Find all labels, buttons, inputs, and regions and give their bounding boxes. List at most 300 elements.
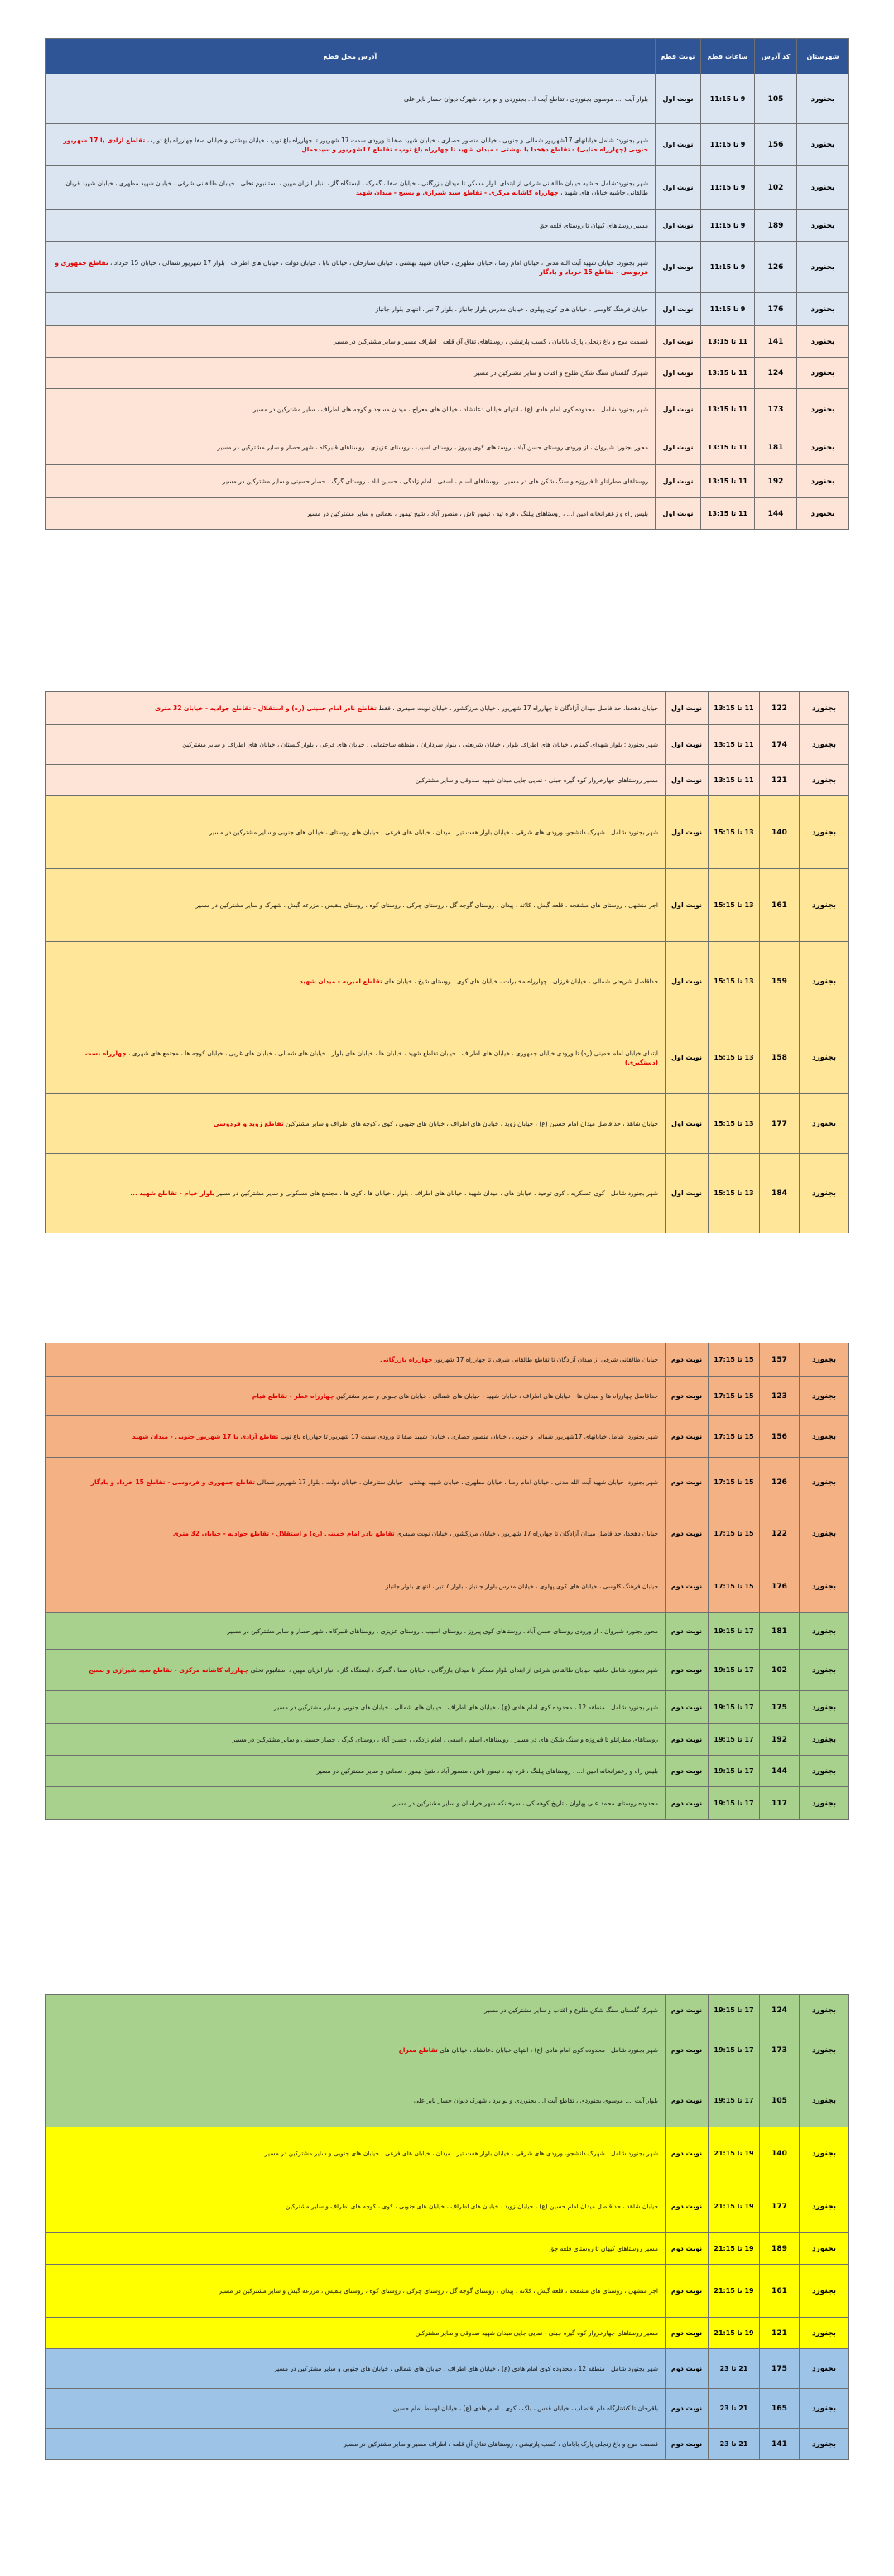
address-cell [46,1094,666,1154]
code-cell: 121 [760,2318,800,2349]
time-cell: 13 تا 15:15 [709,1154,760,1233]
city-cell: بجنورد [800,1416,849,1458]
time-cell: 17 تا 19:15 [709,1995,760,2026]
address-cell [46,358,656,389]
address-cell [46,498,656,530]
turn-cell: نوبت اول [666,942,709,1021]
table-row [46,796,849,869]
code-cell: 176 [755,293,797,326]
address-cell [46,1724,666,1756]
address-cell [46,166,656,210]
address-highlight: تقاطع جمهوری و فردوسی - تقاطع 15 خرداد و بادگار [90,1478,256,1486]
address-text: شهر بجنورد : بلوار شهدای گمنام ، خیابان های اطراف بلوار ، خیابان شریعتی ، بلوار سرداران ، منطقه ساختمانی ، خیابان های فرعی ، بلوار گلستان ، خیابان های اطراف و سایر مشترکین [182,741,658,748]
header-code: کد آدرس [755,39,797,74]
time-cell: 15 تا 17:15 [709,1377,760,1416]
address-text: شهر بجنورد شامل ، محدوده کوی امام هادی (ع) ، انتهای خیابان دعانشاد ، خیابان های [440,2046,658,2054]
table-row [46,1377,849,1416]
address-cell [46,1787,666,1820]
code-cell: 121 [760,765,800,796]
address-cell [46,942,666,1021]
table-row [46,124,849,166]
address-cell [46,725,666,765]
address-text: مسیر روستاهای کیهان تا روستای قلعه جق [549,2245,658,2252]
code-cell: 141 [755,326,797,358]
turn-cell: نوبت دوم [666,1560,709,1613]
address-text: قسمت موج و باغ زنجلی پارک بابامان ، کسب پارتیشن ، روستاهای تقاق آق قلعه ، اطراف مسیر و سایر مشترکین در مسیر [344,2440,658,2448]
city-cell: بجنورد [800,1343,849,1377]
address-highlight: تقاطع زوید و فردوسی [213,1120,284,1127]
address-text: خیابان طالقانی شرقی از میدان آزادگان تا تقاطع طالقانی شرقی تا چهارراه 17 شهریور [434,1356,658,1363]
address-text: محدوده روستای محمد علی پهلوان ، تاریخ کوهه کی ، سرخانکه شهر خراسان و سایر مشترکین در مسیر [392,1800,658,1807]
code-cell: 126 [755,242,797,293]
address-cell [46,796,666,869]
schedule-table [45,1343,849,1820]
address-text: ابتدای خیابان امام خمینی (ره) تا ورودی خیابان جمهوری ، خیابان های اطراف ، خیابان تقاطع شهید ، خیابان ها ، خیابان های بلوار ، خیابان های شمالی ، خیابان های غربی ، خیابان کوچه ها ، مجتمع های شهری ، [128,1049,658,1057]
address-cell [46,1995,666,2026]
code-cell: 181 [755,430,797,465]
table-row [46,692,849,725]
code-cell: 102 [760,1650,800,1691]
turn-cell: نوبت اول [656,124,701,166]
address-cell [46,430,656,465]
address-text: شهر بجنورد: شامل خیابانهای 17شهریور شمالی و جنوبی ، خیابان منصور حصاری ، خیابان شهید صفا تا ورودی سمت 17 شهریور تا چهارراه باغ توپ ، خیابان بهشتی و خیابان صفا چهارراه باغ توپ ، [147,136,648,144]
city-cell: بجنورد [800,1613,849,1650]
table-row [46,1458,849,1507]
address-cell [46,1416,666,1458]
city-cell: بجنورد [800,1377,849,1416]
city-cell: بجنورد [797,166,849,210]
turn-cell: نوبت دوم [666,2233,709,2265]
address-cell [46,2127,666,2180]
address-text: قسمت موج و باغ زنجلی پارک بابامان ، کسب پارتیشن ، روستاهای تقاق آق قلعه ، اطراف مسیر و سایر مشترکین در مسیر [334,338,648,345]
table-row [46,389,849,430]
address-text: شهر بجنورد شامل : منطقه 12 ، محدوده کوی امام هادی (ع) ، خیابان های اطراف ، خیابان های شمالی ، خیابان های جنوبی و سایر مشترکین در مسیر [273,2365,658,2372]
address-text: مسیر روستاهای چهارخروار کوه گیره جبلی - نمایی جایی میدان شهید صدوقی و سایر مشترکین [415,2329,658,2337]
code-cell: 175 [760,1691,800,1724]
code-cell: 161 [760,869,800,942]
turn-cell: نوبت دوم [666,1691,709,1724]
table-row [46,293,849,326]
time-cell: 15 تا 17:15 [709,1343,760,1377]
address-highlight: چهارراه کاشانه مرکزی - تقاطع سید شیرازی و بسیج - میدان شهید [355,188,559,196]
table-row [46,166,849,210]
turn-cell: نوبت دوم [666,1507,709,1560]
table-row [46,2265,849,2318]
address-text: محور بجنورد شیروان ، از ورودی روستای حسن آباد ، روستاهای کوی پیروز ، روستای اسیب ، روستای عزیزی ، روستاهای قنبرکاه ، شهر حصار و سایر مشترکین در مسیر [227,1627,658,1635]
table-row [46,1724,849,1756]
turn-cell: نوبت دوم [666,1416,709,1458]
city-cell: بجنورد [800,2429,849,2460]
code-cell: 165 [760,2389,800,2429]
turn-cell: نوبت اول [656,358,701,389]
table-row [46,942,849,1021]
code-cell: 175 [760,2349,800,2389]
table-row [46,430,849,465]
header-time: ساعات قطع [701,39,755,74]
table-row [46,765,849,796]
turn-cell: نوبت دوم [666,1756,709,1787]
turn-cell: نوبت اول [656,498,701,530]
time-cell: 17 تا 19:15 [709,1787,760,1820]
address-highlight: تقاطع معراج [398,2046,438,2054]
code-cell: 177 [760,1094,800,1154]
code-cell: 156 [755,124,797,166]
address-cell [46,2318,666,2349]
address-text: بلوار آیت ا... موسوی بجنوردی ، تقاطع آیت ا... بجنوردی و نو برد ، شهرک دیوان حسار نایر علی [404,95,648,103]
address-highlight: چهارراه بست (دستگیری) [84,1049,658,1066]
table-row [46,2389,849,2429]
turn-cell: نوبت دوم [666,1343,709,1377]
address-text: شهر بجنورد شامل ، محدوده کوی امام هادی (ع) ، انتهای خیابان دعانشاد ، خیابان های معراج ، میدان مسجد و کوچه های اطراف ، سایر مشترکین در مسیر [252,406,648,413]
time-cell: 21 تا 23 [709,2389,760,2429]
table-row [46,1691,849,1724]
city-cell: بجنورد [800,1154,849,1233]
table-row [46,2233,849,2265]
address-cell [46,2180,666,2233]
table-row [46,1613,849,1650]
city-cell: بجنورد [797,430,849,465]
address-text: شهر بجنورد شامل : کوی عسکریه ، کوی توحید ، خیابان های ، میدان شهید ، خیابان های اطراف ، بلوار ، خیابان ها ، کوی ها ، مجتمع های مسکونی و سایر مشترکین در مسیر [216,1189,658,1197]
turn-cell: نوبت دوم [666,1377,709,1416]
address-highlight: تقاطع آزادی با 17 شهریور جنوبی - میدان شهید [132,1433,279,1440]
address-text: خیابان دهخدا، حد فاصل میدان آزادگان تا چهارراه 17 شهریور ، خیابان مرزکشور ، خیابان نوبت صیفری [397,1530,658,1537]
turn-cell: نوبت دوم [666,1724,709,1756]
address-text: شهر بجنورد شامل : شهرک دانشجو، ورودی های شرقی ، خیابان بلوار هفت تیر ، میدان ، خیابان های فرعی ، خیابان های جنوبی و سایر مشترکین در مسیر [264,2150,658,2157]
address-cell [46,765,666,796]
code-cell: 173 [755,389,797,430]
time-cell: 19 تا 21:15 [709,2318,760,2349]
table-row [46,498,849,530]
code-cell: 144 [755,498,797,530]
city-cell: بجنورد [797,242,849,293]
address-cell [46,2265,666,2318]
code-cell: 189 [760,2233,800,2265]
time-cell: 13 تا 15:15 [709,1021,760,1094]
code-cell: 159 [760,942,800,1021]
time-cell: 15 تا 17:15 [709,1507,760,1560]
address-text: مسیر روستاهای کیهان تا روستای قلعه جق [539,222,648,229]
city-cell: بجنورد [797,293,849,326]
city-cell: بجنورد [800,1787,849,1820]
code-cell: 157 [760,1343,800,1377]
address-text: اجر منشهی ، روستای های مشقجه ، قلعه گیش ، کلاته ، پیدان ، روستای گوجه گل ، روستای چرکی ، روستای کوه ، روستای بلقیس ، مزرعه گیش ، شهرک و سایر مشترکین در مسیر [195,901,658,909]
address-cell [46,74,656,124]
city-cell: بجنورد [797,210,849,242]
address-cell [46,2026,666,2074]
schedule-table [45,38,849,530]
turn-cell: نوبت اول [656,242,701,293]
turn-cell: نوبت اول [656,166,701,210]
turn-cell: نوبت دوم [666,1650,709,1691]
address-cell [46,1377,666,1416]
code-cell: 189 [755,210,797,242]
table-row [46,2127,849,2180]
table-row [46,1560,849,1613]
address-text: شهر بجنورد شامل : منطقه 12 ، محدوده کوی امام هادی (ع) ، خیابان های اطراف ، خیابان های شمالی ، خیابان های جنوبی و سایر مشترکین در مسیر [273,1704,658,1711]
city-cell: بجنورد [797,326,849,358]
address-highlight: تقاطع نادر امام خمینی (ره) و استقلال - تقاطع جوادیه - خیابان 32 متری [155,704,377,712]
table-row [46,326,849,358]
table-row [46,2026,849,2074]
time-cell: 11 تا 13:15 [701,430,755,465]
city-cell: بجنورد [800,942,849,1021]
address-text: باقرخان تا کشتارگاه دام اقتضاب ، خیابان قدس ، بلک ، کوی ، امام هادی (ع) ، خیابان اوسط امام حسین [392,2405,658,2412]
address-text: مسیر روستاهای چهارخروار کوه گیره جبلی - نمایی جایی میدان شهید صدوقی و سایر مشترکین [415,776,658,784]
turn-cell: نوبت اول [656,389,701,430]
turn-cell: نوبت دوم [666,2127,709,2180]
address-highlight: چهارراه بازرگانی [380,1356,433,1363]
turn-cell: نوبت دوم [666,2429,709,2460]
header-address: آدرس محل قطع [46,39,656,74]
header-turn: نوبت قطع [656,39,701,74]
table-row [46,869,849,942]
turn-cell: نوبت دوم [666,2318,709,2349]
city-cell: بجنورد [800,1094,849,1154]
address-text: حداقاصل چهارراه ها و میدان ها ، خیابان های اطراف ، خیابان شهید ، خیابان های شمالی ، خیابان های جنوبی و سایر مشترکین [336,1392,658,1400]
address-text: شهر بجنورد: شامل خیابانهای 17شهریور شمالی و جنوبی ، خیابان منصور حصاری ، خیابان شهید صفا تا ورودی سمت 17 شهریور تا چهارراه باغ توپ [280,1433,658,1440]
city-cell: بجنورد [800,725,849,765]
address-cell [46,2233,666,2265]
address-cell [46,1458,666,1507]
address-text: خیابان فرهنگ کاوسی ، خیابان های کوی پهلوی ، خیابان مدرس بلوار جانباز ، بلوار 7 تیر ، انتهای بلوار جانباز [375,305,648,313]
address-cell [46,389,656,430]
turn-cell: نوبت دوم [666,1458,709,1507]
address-cell [46,692,666,725]
address-highlight: تقاطع آزادی با 17 شهریور جنوبی (چهارراه حنایی) - تقاطع دهخدا با بهشتی - میدان شهید تا چهارراه باغ توپ - تقاطع 17شهریور و سیدجمال [63,136,648,153]
address-cell [46,124,656,166]
turn-cell: نوبت دوم [666,1787,709,1820]
turn-cell: نوبت اول [666,765,709,796]
city-cell: بجنورد [800,2026,849,2074]
address-text: محور بجنورد شیروان ، از ورودی روستای حسن آباد ، روستاهای کوی پیروز ، روستای اسیب ، روستای عزیزی ، روستاهای قنبرکاه ، شهر حصار و سایر مشترکین در مسیر [217,444,648,451]
time-cell: 9 تا 11:15 [701,242,755,293]
code-cell: 174 [760,725,800,765]
table-row [46,242,849,293]
table-row [46,1787,849,1820]
turn-cell: نوبت دوم [666,2180,709,2233]
address-text: خیابان شاهد ، حداقاصل میدان امام حسین (ع) ، خیابان زوید ، خیابان های اطراف ، خیابان های جنوبی ، کوی ، کوچه های اطراف و سایر مشترکین [286,1120,658,1127]
address-cell [46,1691,666,1724]
address-text: شهر بجنورد:شامل حاشیه خیابان طالقانی شرقی از ابتدای بلوار مسکن تا میدان بازرگانی ، خیابان صفا ، گمرک ، ایستگاه گاز ، انبار ابزیان مهین ، استانبوم تخلی [250,1666,658,1674]
code-cell: 123 [760,1377,800,1416]
city-cell: بجنورد [800,1756,849,1787]
turn-cell: نوبت اول [656,430,701,465]
time-cell: 11 تا 13:15 [701,358,755,389]
turn-cell: نوبت اول [656,210,701,242]
time-cell: 17 تا 19:15 [709,1691,760,1724]
table-row [46,1343,849,1377]
time-cell: 19 تا 21:15 [709,2265,760,2318]
address-highlight: تقاطع نادر امام خمینی (ره) و استقلال - تقاطع جوادیه - خیابان 32 متری [172,1530,395,1537]
table-row [46,725,849,765]
city-cell: بجنورد [800,765,849,796]
address-cell [46,293,656,326]
city-cell: بجنورد [800,1021,849,1094]
code-cell: 184 [760,1154,800,1233]
time-cell: 9 تا 11:15 [701,74,755,124]
schedule-table [45,691,849,1233]
time-cell: 11 تا 13:15 [709,725,760,765]
address-text: شهرک گلستان سنگ شکن طلوع و اقتاب و سایر مشترکین در مسیر [474,369,648,377]
turn-cell: نوبت اول [666,1021,709,1094]
code-cell: 124 [755,358,797,389]
address-cell [46,1756,666,1787]
city-cell: بجنورد [800,2265,849,2318]
time-cell: 17 تا 19:15 [709,2026,760,2074]
code-cell: 105 [760,2074,800,2127]
address-text: روستاهای مطرانلو تا فیروزه و سنگ شکن های در مسیر ، روستاهای اسلم ، اسفی ، امام زادگی ، حسین آباد ، روستای گرگ ، حصار حسینی و سایر مشترکین در مسیر [232,1736,658,1743]
address-text: بلیس راه و زعفرانخانه امین ا... ، روستاهای پیلنگ ، قره تپه ، تیمور تاش ، منصور آباد ، شیخ تیمور ، نعمانی و سایر مشترکین در مسیر [306,510,648,517]
turn-cell: نوبت دوم [666,1613,709,1650]
city-cell: بجنورد [797,124,849,166]
time-cell: 21 تا 23 [709,2429,760,2460]
code-cell: 122 [760,692,800,725]
address-cell [46,242,656,293]
address-cell [46,1650,666,1691]
code-cell: 140 [760,796,800,869]
table-row [46,74,849,124]
address-cell [46,1343,666,1377]
time-cell: 17 تا 19:15 [709,1650,760,1691]
code-cell: 192 [755,465,797,498]
code-cell: 122 [760,1507,800,1560]
time-cell: 15 تا 17:15 [709,1560,760,1613]
table-row [46,1650,849,1691]
address-cell [46,1560,666,1613]
address-text: حداقاصل شریعتی شمالی ، خیابان فرزان ، چهارراه مخابرات ، خیابان های کوی ، روستای شیخ ، خیابان های [384,978,658,985]
table-row [46,1021,849,1094]
time-cell: 17 تا 19:15 [709,1724,760,1756]
table-row [46,2318,849,2349]
table-row [46,1416,849,1458]
table-row [46,358,849,389]
code-cell: 102 [755,166,797,210]
address-text: بلیس راه و زعفرانخانه امین ا... ، روستاهای پیلنگ ، قره تپه ، تیمور تاش ، منصور آباد ، شیخ تیمور ، نعمانی و سایر مشترکین در مسیر [316,1767,658,1775]
time-cell: 15 تا 17:15 [709,1458,760,1507]
turn-cell: نوبت دوم [666,1995,709,2026]
address-highlight: چهارراه عطر - تقاطع فیام [252,1392,334,1400]
time-cell: 11 تا 13:15 [701,465,755,498]
turn-cell: نوبت اول [656,293,701,326]
city-cell: بجنورد [800,1560,849,1613]
turn-cell: نوبت اول [656,465,701,498]
time-cell: 13 تا 15:15 [709,796,760,869]
code-cell: 173 [760,2026,800,2074]
time-cell: 13 تا 15:15 [709,1094,760,1154]
address-cell [46,2389,666,2429]
time-cell: 17 تا 19:15 [709,1756,760,1787]
turn-cell: نوبت اول [656,74,701,124]
table-row [46,1154,849,1233]
city-cell: بجنورد [800,1724,849,1756]
address-highlight: بلوار خیام - تقاطع شهید ... [130,1189,215,1197]
time-cell: 9 تا 11:15 [701,166,755,210]
time-cell: 13 تا 15:15 [709,942,760,1021]
code-cell: 156 [760,1416,800,1458]
turn-cell: نوبت اول [666,692,709,725]
time-cell: 21 تا 23 [709,2349,760,2389]
city-cell: بجنورد [800,2074,849,2127]
time-cell: 9 تا 11:15 [701,124,755,166]
address-highlight: چهارراه کاشانه مرکزی - تقاطع سید شیرازی و بسیج [89,1666,249,1674]
city-cell: بجنورد [800,1995,849,2026]
turn-cell: نوبت اول [666,869,709,942]
code-cell: 144 [760,1756,800,1787]
city-cell: بجنورد [797,389,849,430]
time-cell: 9 تا 11:15 [701,293,755,326]
city-cell: بجنورد [800,2127,849,2180]
code-cell: 105 [755,74,797,124]
time-cell: 11 تا 13:15 [701,389,755,430]
address-cell [46,2429,666,2460]
address-text: روستاهای مطرانلو تا فیروزه و سنگ شکن های در مسیر ، روستاهای اسلم ، اسفی ، امام زادگی ، حسین آباد ، روستای گرگ ، حصار حسینی و سایر مشترکین در مسیر [222,478,648,485]
address-cell [46,1021,666,1094]
turn-cell: نوبت اول [666,796,709,869]
table-header-row [46,39,849,74]
time-cell: 11 تا 13:15 [701,498,755,530]
city-cell: بجنورد [797,498,849,530]
address-text: شهر بجنورد:شامل حاشیه خیابان طالقانی شرقی از ابتدای بلوار مسکن تا میدان بازرگانی ، خیابان صفا ، گمرک ، ایستگاه گاز ، انبار ابزیان مهین ، استانبوم تخلی ، خیابان طالقانی شرقی ، خیابان شهید مطهری ، خیابان شهید قربان طالقانی حاشیه خیابان های شهید ، [65,179,648,196]
city-cell: بجنورد [800,1507,849,1560]
table-row [46,2074,849,2127]
address-text: اجر منشهی ، روستای های مشقجه ، قلعه گیش ، کلاته ، پیدان ، روستای گوجه گل ، روستای چرکی ، روستای کوه ، روستای بلقیس ، مزرعه گیش و سایر مشترکین در مسیر [219,2287,658,2295]
table-row [46,210,849,242]
address-text: شهرک گلستان سنگ شکن طلوع و اقتاب و سایر مشترکین در مسیر [484,2006,658,2014]
address-cell [46,465,656,498]
code-cell: 161 [760,2265,800,2318]
city-cell: بجنورد [800,2318,849,2349]
turn-cell: نوبت اول [656,326,701,358]
city-cell: بجنورد [800,1458,849,1507]
address-cell [46,1507,666,1560]
city-cell: بجنورد [800,2180,849,2233]
time-cell: 11 تا 13:15 [709,765,760,796]
time-cell: 19 تا 21:15 [709,2127,760,2180]
time-cell: 19 تا 21:15 [709,2180,760,2233]
table-row [46,2180,849,2233]
table-row [46,1094,849,1154]
table-row [46,465,849,498]
code-cell: 192 [760,1724,800,1756]
turn-cell: نوبت دوم [666,2074,709,2127]
schedule-table [45,1994,849,2460]
address-cell [46,1613,666,1650]
code-cell: 158 [760,1021,800,1094]
time-cell: 11 تا 13:15 [701,326,755,358]
address-cell [46,1154,666,1233]
time-cell: 15 تا 17:15 [709,1416,760,1458]
address-text: شهر بجنورد: خیابان شهید آیت الله مدنی ، خیابان امام رضا ، خیابان مطهری ، خیابان شهید بهشتی ، خیابان ستارخان ، خیابان دولت ، بلوار 17 شهریور شمالی [257,1478,658,1486]
code-cell: 124 [760,1995,800,2026]
address-text: شهر بجنورد: خیابان شهید آیت الله مدنی ، خیابان امام رضا ، خیابان مطهری ، خیابان شهید بهشتی ، خیابان ستارخان ، خیابان بابا ، خیابان دولت ، خیابان های اطراف ، بلوار 17 شهریور شمالی ، خیابان 15 خرداد ، [110,258,648,267]
turn-cell: نوبت دوم [666,2265,709,2318]
table-row [46,2349,849,2389]
address-cell [46,326,656,358]
turn-cell: نوبت اول [666,1154,709,1233]
code-cell: 141 [760,2429,800,2460]
address-text: خیابان فرهنگ کاوسی ، خیابان های کوی پهلوی ، خیابان مدرس بلوار جانباز ، بلوار 7 تیر ، انتهای بلوار جانباز [385,1583,658,1590]
time-cell: 9 تا 11:15 [701,210,755,242]
address-text: خیابان شاهد ، حداقاصل میدان امام حسین (ع) ، خیابان زوید ، خیابان های اطراف ، خیابان های جنوبی ، کوی ، کوچه های اطراف و سایر مشترکین [286,2203,658,2210]
address-text: شهر بجنورد شامل : شهرک دانشجو، ورودی های شرقی ، خیابان بلوار هفت تیر ، میدان ، خیابان های فرعی ، خیابان های روستای ، خیابان های جنوبی و سایر مشترکین در مسیر [209,829,658,836]
table-row [46,1507,849,1560]
time-cell: 19 تا 21:15 [709,2233,760,2265]
address-text: بلوار آیت ا... موسوی بجنوردی ، تقاطع آیت ا... بجنوردی و نو برد ، شهرک دیوان حسار نایر علی [414,2097,658,2104]
city-cell: بجنورد [797,358,849,389]
city-cell: بجنورد [800,796,849,869]
address-cell [46,2074,666,2127]
address-text: خیابان دهخدا، حد فاصل میدان آزادگان تا چهارراه 17 شهریور ، خیابان مرزکشور ، خیابان نوبت صیفری ، فقط [378,704,658,712]
